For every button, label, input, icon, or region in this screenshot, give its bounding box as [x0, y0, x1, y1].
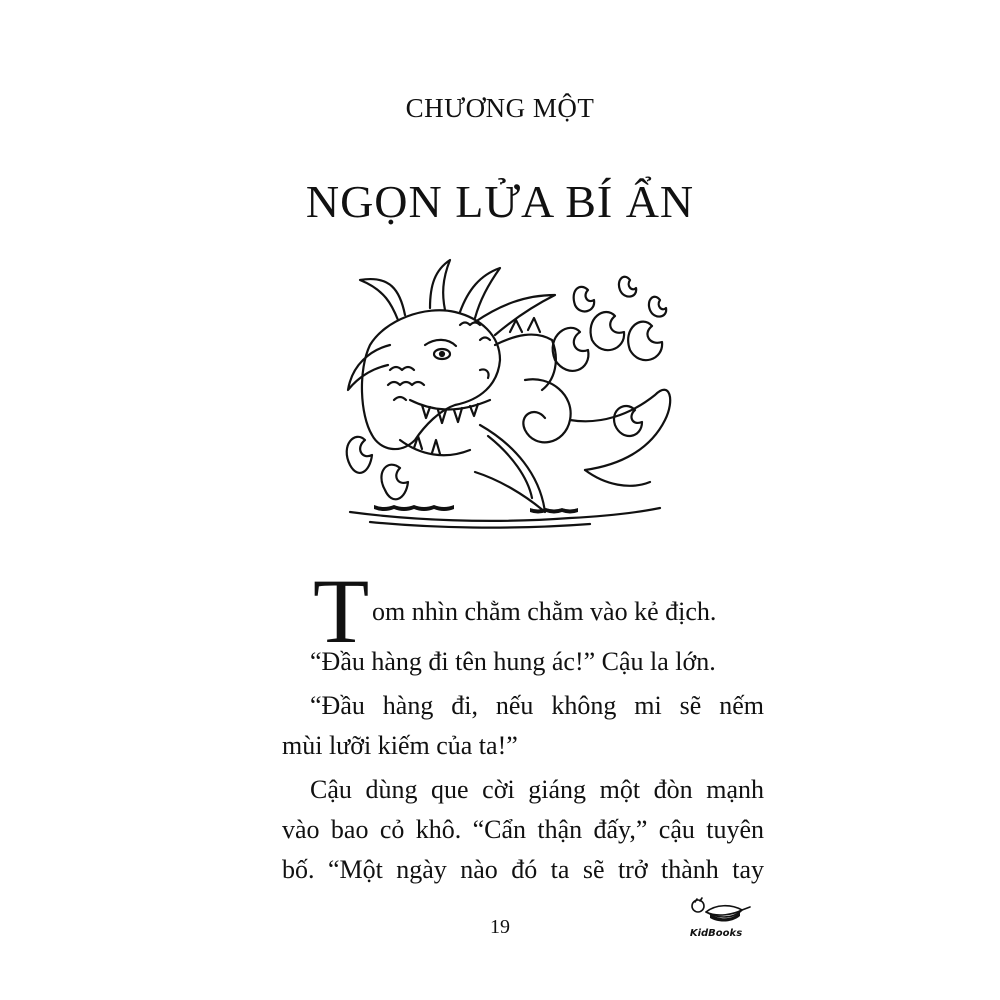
chapter-title: NGỌN LỬA BÍ ẨN	[305, 176, 695, 227]
page-number: 19	[490, 916, 510, 938]
paragraph-3-line-2: mùi lưỡi kiếm của ta!”	[282, 731, 518, 760]
kidbooks-logo-icon	[676, 890, 756, 930]
paragraph-4-line-3: bố. “Một ngày nào đó ta sẽ trở thành tay	[282, 855, 764, 884]
paragraph-4-line-1: Cậu dùng que cời giáng một đòn mạnh	[310, 775, 764, 804]
publisher-logo	[676, 890, 756, 950]
paragraph-3-line-1: “Đầu hàng đi, nếu không mi sẽ nếm	[310, 691, 764, 720]
paragraph-2: “Đầu hàng đi tên hung ác!” Cậu la lớn.	[310, 647, 716, 676]
paragraph-4-line-2: vào bao cỏ khô. “Cẩn thận đấy,” cậu tuyên	[282, 815, 764, 844]
chapter-label: CHƯƠNG MỘT	[405, 93, 595, 123]
publisher-name: KidBooks	[689, 928, 743, 939]
paragraph-1: om nhìn chằm chằm vào kẻ địch.	[372, 597, 717, 626]
drop-cap: T	[313, 560, 370, 662]
